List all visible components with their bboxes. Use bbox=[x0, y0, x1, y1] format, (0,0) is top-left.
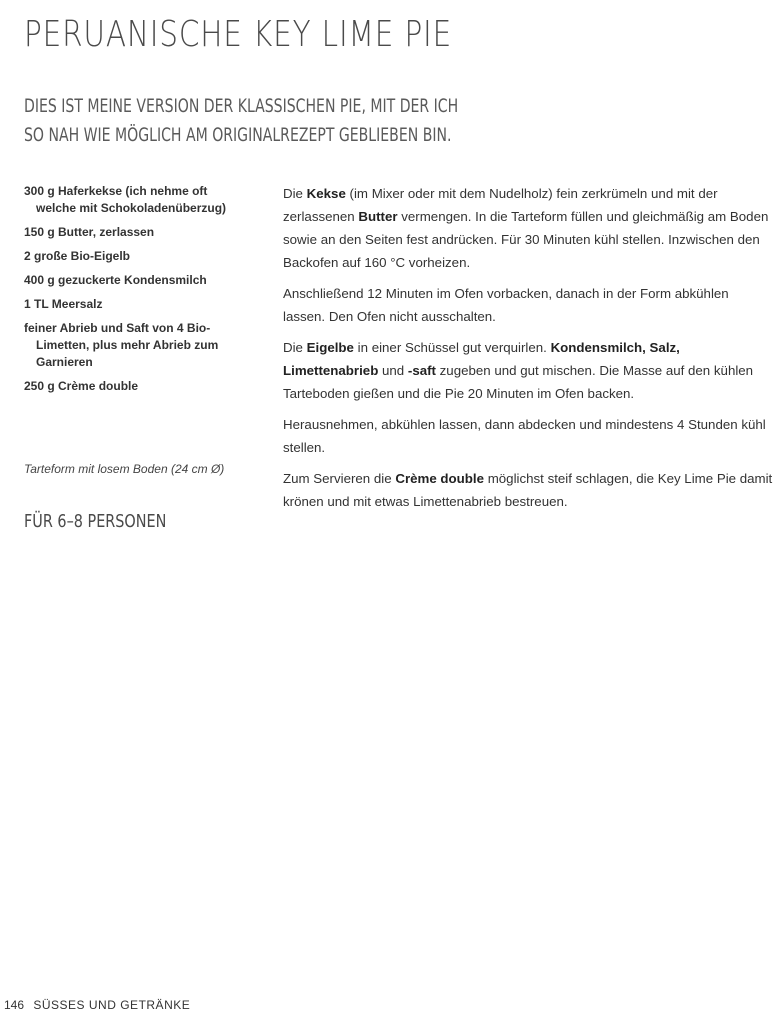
ingredient-list bbox=[24, 183, 234, 402]
ingredient-item: 400 g gezuckerte Kondensmilch bbox=[24, 273, 207, 287]
method-step bbox=[283, 282, 773, 328]
step-text: zugeben und gut mischen. Die Masse auf den kühlen Tarteboden gießen und die Pie 20 Minuten im Ofen backen. bbox=[283, 363, 754, 401]
page-footer bbox=[4, 998, 190, 1012]
ingredient-item: 150 g Butter, zerlassen bbox=[24, 225, 155, 239]
ingredient-item: 1 TL Meersalz bbox=[24, 297, 103, 311]
step-text: Herausnehmen, abkühlen lassen, dann abdecken und mindestens 4 Stunden kühl stellen. bbox=[283, 417, 766, 455]
step-text: in einer Schüssel gut verquirlen. bbox=[353, 340, 551, 355]
step-text: vermengen. In die Tarteform füllen und gleichmäßig am Boden sowie an den Seiten fest andrücken. Für 30 Minuten kühl stellen. Inzwischen den Backofen auf 160 °C vorheizen. bbox=[283, 209, 769, 270]
step-text: Die bbox=[283, 186, 307, 201]
method-steps bbox=[283, 182, 773, 521]
method-step bbox=[283, 336, 773, 405]
recipe-intro bbox=[24, 92, 458, 150]
ingredient-item: feiner Abrieb und Saft von 4 Bio-Limetten, plus mehr Abrieb zum Garnieren bbox=[24, 321, 219, 369]
step-text: und bbox=[378, 363, 408, 378]
ingredient-highlight: -saft bbox=[407, 363, 436, 378]
servings-label: FÜR 6–8 PERSONEN bbox=[24, 511, 167, 532]
step-text: Zum Servieren die bbox=[283, 471, 396, 486]
step-text: Anschließend 12 Minuten im Ofen vorbacken, danach in der Form abkühlen lassen. Den Ofen nicht ausschalten. bbox=[283, 286, 729, 324]
ingredient-highlight: Eigelbe bbox=[306, 340, 354, 355]
method-step bbox=[283, 467, 773, 513]
ingredient-highlight: Butter bbox=[358, 209, 398, 224]
equipment-note: Tarteform mit losem Boden (24 cm Ø) bbox=[24, 462, 225, 476]
method-step bbox=[283, 182, 773, 274]
step-text: Die bbox=[283, 340, 307, 355]
section-title: SÜSSES UND GETRÄNKE bbox=[33, 998, 191, 1012]
ingredient-highlight: Kondensmilch, Salz, Limettenabrieb bbox=[283, 340, 680, 378]
page-number: 146 bbox=[4, 998, 25, 1012]
intro-line: DIES IST MEINE VERSION DER KLASSISCHEN PIE, MIT DER ICH bbox=[24, 95, 459, 117]
step-text: möglichst steif schlagen, die Key Lime Pie damit krönen und mit etwas Limettenabrieb bestreuen. bbox=[283, 471, 773, 509]
ingredient-highlight: Kekse bbox=[306, 186, 346, 201]
ingredient-item: 300 g Haferkekse (ich nehme oft welche mit Schokoladenüberzug) bbox=[24, 184, 227, 215]
step-text: (im Mixer oder mit dem Nudelholz) fein zerkrümeln und mit der zerlassenen bbox=[283, 186, 718, 224]
ingredient-item: 250 g Crème double bbox=[24, 379, 139, 393]
intro-line: SO NAH WIE MÖGLICH AM ORIGINALREZEPT GEBLIEBEN BIN. bbox=[24, 124, 452, 146]
method-step bbox=[283, 413, 773, 459]
ingredient-highlight: Crème double bbox=[395, 471, 485, 486]
recipe-title: PERUANISCHE KEY LIME PIE bbox=[24, 14, 453, 55]
ingredient-item: 2 große Bio-Eigelb bbox=[24, 249, 131, 263]
